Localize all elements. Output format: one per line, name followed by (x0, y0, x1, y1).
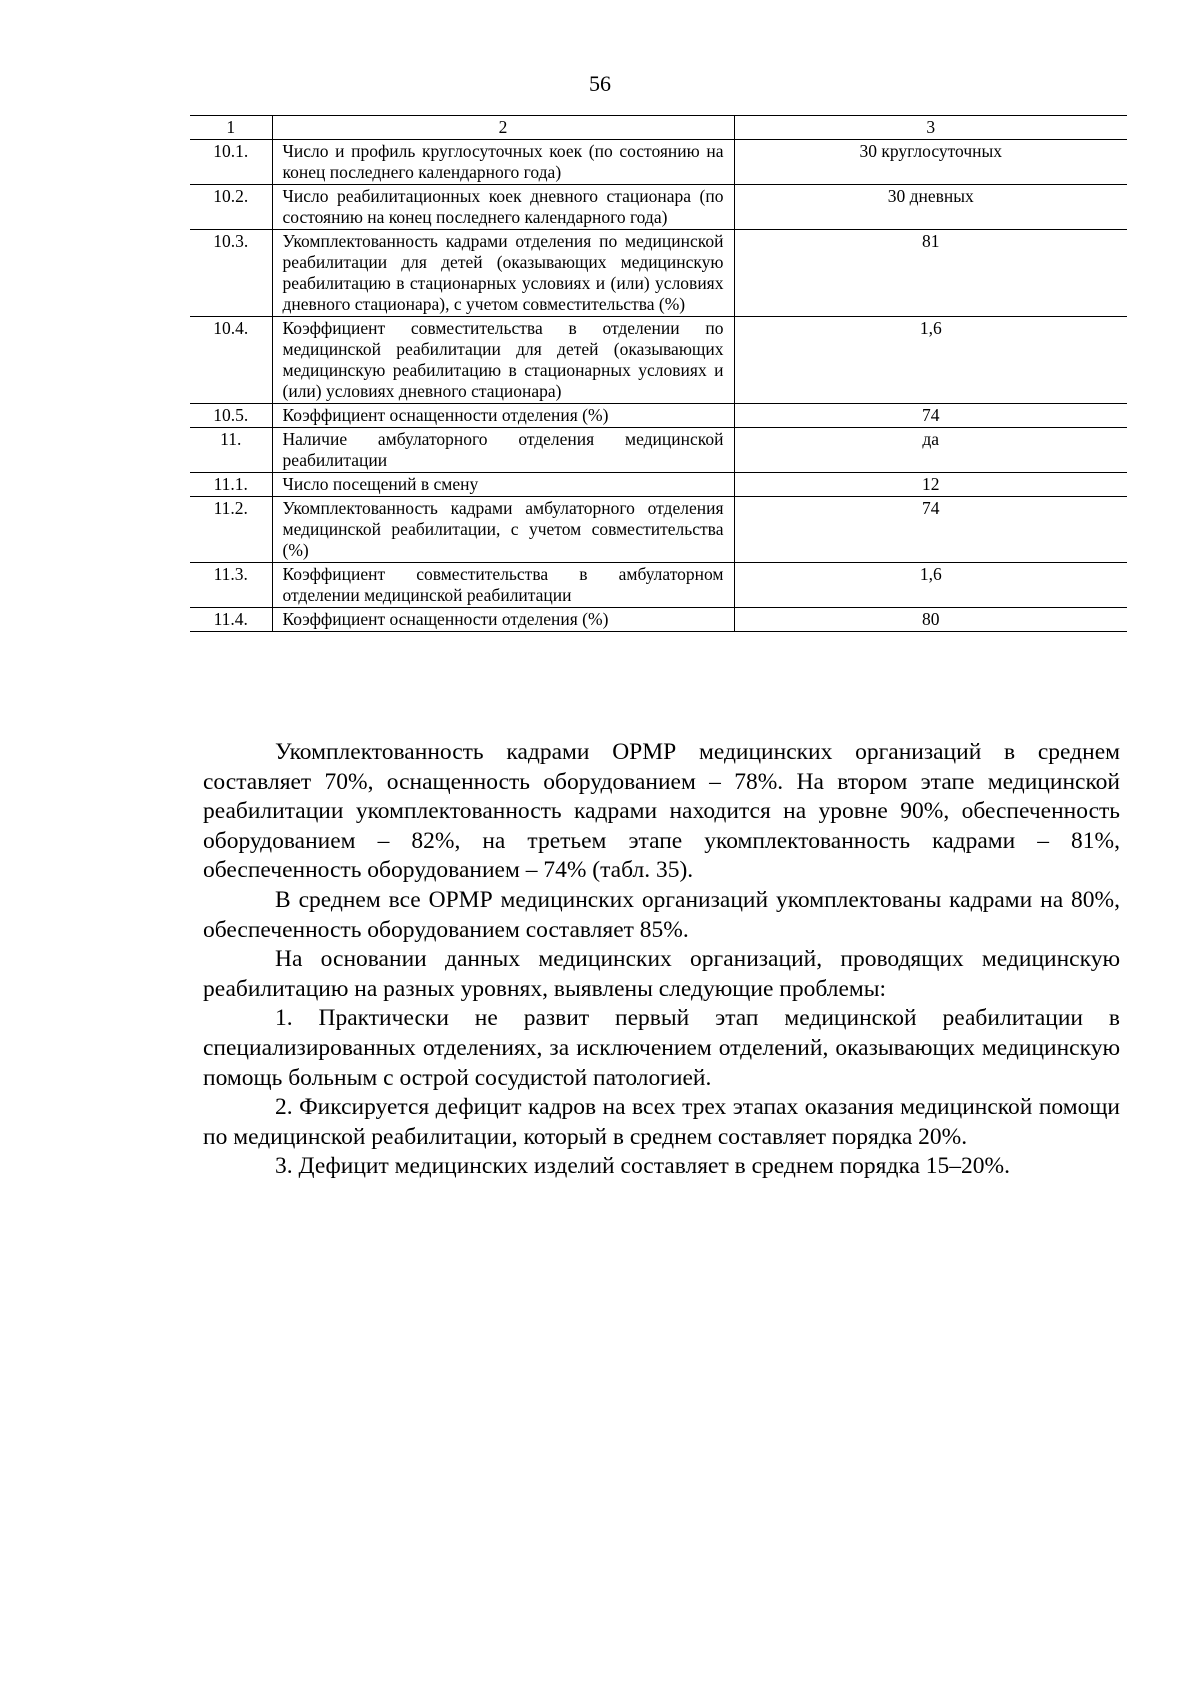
row-value: 1,6 (734, 317, 1127, 404)
column-header-3: 3 (734, 116, 1127, 140)
row-description: Число и профиль круглосуточных коек (по состоянию на конец последнего календарного года) (272, 140, 734, 185)
row-description: Наличие амбулаторного отделения медицинской реабилитации (272, 428, 734, 473)
row-description: Коэффициент оснащенности отделения (%) (272, 404, 734, 428)
row-number: 10.3. (190, 230, 272, 317)
list-item: 2. Фиксируется дефицит кадров на всех трех этапах оказания медицинской помощи по медицинской реабилитации, который в среднем составляет порядка 20%. (203, 1094, 1120, 1150)
table-row (190, 428, 1127, 473)
table-row (190, 230, 1127, 317)
row-description: Коэффициент совместительства в амбулаторном отделении медицинской реабилитации (272, 563, 734, 608)
row-description: Укомплектованность кадрами амбулаторного отделения медицинской реабилитации, с учетом совместительства (%) (272, 497, 734, 563)
table-row (190, 608, 1127, 632)
data-table (190, 115, 1127, 632)
paragraph: В среднем все ОРМР медицинских организаций укомплектованы кадрами на 80%, обеспеченность оборудованием составляет 85%. (203, 886, 1120, 943)
row-description: Число реабилитационных коек дневного стационара (по состоянию на конец последнего календарного года) (272, 185, 734, 230)
column-header-2: 2 (272, 116, 734, 140)
paragraph: Укомплектованность кадрами ОРМР медицинских организаций в среднем составляет 70%, оснащенность оборудованием – 78%. На втором этапе медицинской реабилитации укомплектованность кадрами находится на уровне 90%, обеспеченность оборудованием – 82%, на третьем этапе укомплектованность кадрами – 81%, обеспеченность оборудованием – 74% (табл. 35). (203, 739, 1120, 884)
row-number: 10.5. (190, 404, 272, 428)
row-number: 10.4. (190, 317, 272, 404)
table-row (190, 563, 1127, 608)
row-value: 80 (734, 608, 1127, 632)
table-header-row (190, 116, 1127, 140)
row-number: 11. (190, 428, 272, 473)
list-item: 3. Дефицит медицинских изделий составляет в среднем порядка 15–20%. (275, 1153, 1010, 1180)
row-value: 30 круглосуточных (734, 140, 1127, 185)
body-text (203, 738, 1120, 1182)
row-value: 74 (734, 497, 1127, 563)
table-row (190, 473, 1127, 497)
row-value: 30 дневных (734, 185, 1127, 230)
list-item: 1. Практически не развит первый этап медицинской реабилитации в специализированных отделениях, за исключением отделений, оказывающих медицинскую помощь больным с острой сосудистой патологией. (203, 1005, 1120, 1091)
row-description: Укомплектованность кадрами отделения по медицинской реабилитации для детей (оказывающих медицинскую реабилитацию в стационарных условиях и (или) условиях дневного стационара), с учетом совместительства (%) (272, 230, 734, 317)
row-description: Коэффициент оснащенности отделения (%) (272, 608, 734, 632)
row-value: да (734, 428, 1127, 473)
row-number: 11.1. (190, 473, 272, 497)
row-number: 10.2. (190, 185, 272, 230)
row-number: 11.2. (190, 497, 272, 563)
row-description: Коэффициент совместительства в отделении по медицинской реабилитации для детей (оказывающих медицинскую реабилитацию в стационарных условиях и (или) условиях дневного стационара) (272, 317, 734, 404)
table-row (190, 185, 1127, 230)
table-row (190, 497, 1127, 563)
row-value: 81 (734, 230, 1127, 317)
row-number: 10.1. (190, 140, 272, 185)
row-description: Число посещений в смену (272, 473, 734, 497)
page-number: 56 (589, 71, 611, 96)
row-value: 1,6 (734, 563, 1127, 608)
row-value: 74 (734, 404, 1127, 428)
column-header-1: 1 (190, 116, 272, 140)
table-row (190, 317, 1127, 404)
table-row (190, 140, 1127, 185)
table-row (190, 404, 1127, 428)
row-value: 12 (734, 473, 1127, 497)
row-number: 11.4. (190, 608, 272, 632)
paragraph: На основании данных медицинских организаций, проводящих медицинскую реабилитацию на разных уровнях, выявлены следующие проблемы: (203, 946, 1120, 1002)
row-number: 11.3. (190, 563, 272, 608)
